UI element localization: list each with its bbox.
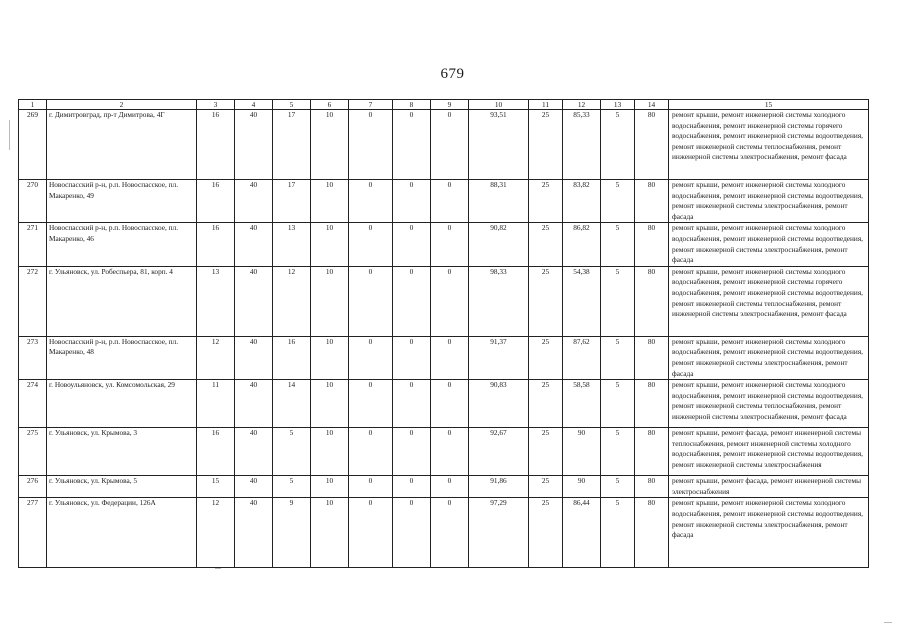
cell-c14: 80 <box>635 223 669 266</box>
table-row <box>19 380 869 428</box>
cell-c5: 16 <box>273 336 311 379</box>
table-row <box>19 266 869 336</box>
cell-c4: 40 <box>235 336 273 379</box>
cell-works: ремонт крыши, ремонт инженерной системы холодного водоснабжения, ремонт инженерной системы водоотведения, ремонт инженерной системы электроснабжения, ремонт фасада <box>669 180 869 223</box>
cell-c13: 5 <box>601 336 635 379</box>
cell-c5: 12 <box>273 266 311 336</box>
cell-c3: 11 <box>197 380 235 428</box>
cell-c7: 0 <box>349 380 393 428</box>
page-number: 679 <box>440 66 465 82</box>
cell-c4: 40 <box>235 476 273 498</box>
cell-c4: 40 <box>235 266 273 336</box>
cell-c6: 10 <box>311 336 349 379</box>
cell-num: 270 <box>19 180 47 223</box>
column-number-5: 5 <box>273 100 311 110</box>
cell-c6: 10 <box>311 223 349 266</box>
cell-c9: 0 <box>431 380 469 428</box>
column-number-3: 3 <box>197 100 235 110</box>
cell-c8: 0 <box>393 380 431 428</box>
table-row <box>19 428 869 476</box>
cell-c12: 54,38 <box>563 266 601 336</box>
cell-c4: 40 <box>235 380 273 428</box>
cell-c9: 0 <box>431 498 469 568</box>
cell-address: г. Ульяновск, ул. Федерации, 126А <box>47 498 197 568</box>
cell-address: г. Новоульяновск, ул. Комсомольская, 29 <box>47 380 197 428</box>
column-number-11: 11 <box>529 100 563 110</box>
cell-c8: 0 <box>393 428 431 476</box>
cell-c3: 13 <box>197 266 235 336</box>
column-number-8: 8 <box>393 100 431 110</box>
cell-c3: 16 <box>197 428 235 476</box>
cell-c4: 40 <box>235 428 273 476</box>
cell-address: г. Ульяновск, ул. Крымова, 3 <box>47 428 197 476</box>
column-number-10: 10 <box>469 100 529 110</box>
cell-c4: 40 <box>235 223 273 266</box>
cell-address: Новоспасский р-н, р.п. Новоспасское, пл. Макаренко, 46 <box>47 223 197 266</box>
cell-c5: 17 <box>273 110 311 180</box>
cell-c7: 0 <box>349 266 393 336</box>
cell-c8: 0 <box>393 223 431 266</box>
cell-c11: 25 <box>529 428 563 476</box>
column-number-6: 6 <box>311 100 349 110</box>
cell-c10: 93,51 <box>469 110 529 180</box>
cell-c10: 88,31 <box>469 180 529 223</box>
cell-c9: 0 <box>431 428 469 476</box>
column-number-13: 13 <box>601 100 635 110</box>
cell-num: 275 <box>19 428 47 476</box>
cell-c12: 85,33 <box>563 110 601 180</box>
cell-c11: 25 <box>529 476 563 498</box>
cell-address: г. Ульяновск, ул. Крымова, 5 <box>47 476 197 498</box>
cell-c10: 90,82 <box>469 223 529 266</box>
table-row <box>19 498 869 568</box>
cell-c11: 25 <box>529 180 563 223</box>
cell-c11: 25 <box>529 498 563 568</box>
cell-c14: 80 <box>635 476 669 498</box>
cell-num: 269 <box>19 110 47 180</box>
cell-c9: 0 <box>431 266 469 336</box>
cell-c9: 0 <box>431 476 469 498</box>
cell-c14: 80 <box>635 336 669 379</box>
cell-c5: 17 <box>273 180 311 223</box>
column-number-4: 4 <box>235 100 273 110</box>
column-number-7: 7 <box>349 100 393 110</box>
cell-c14: 80 <box>635 428 669 476</box>
cell-c6: 10 <box>311 476 349 498</box>
cell-c10: 98,33 <box>469 266 529 336</box>
cell-c13: 5 <box>601 380 635 428</box>
cell-c7: 0 <box>349 223 393 266</box>
cell-works: ремонт крыши, ремонт инженерной системы холодного водоснабжения, ремонт инженерной системы водоотведения, ремонт инженерной системы теплоснабжения, ремонт инженерной системы электроснабжения, ремонт фасада <box>669 380 869 428</box>
cell-c7: 0 <box>349 336 393 379</box>
column-number-1: 1 <box>19 100 47 110</box>
cell-c11: 25 <box>529 110 563 180</box>
cell-num: 276 <box>19 476 47 498</box>
scan-artifact-bottom <box>215 568 221 569</box>
cell-c12: 58,58 <box>563 380 601 428</box>
cell-c6: 10 <box>311 380 349 428</box>
cell-c12: 87,62 <box>563 336 601 379</box>
cell-c5: 9 <box>273 498 311 568</box>
cell-c10: 92,67 <box>469 428 529 476</box>
cell-c10: 91,37 <box>469 336 529 379</box>
cell-c14: 80 <box>635 110 669 180</box>
cell-c4: 40 <box>235 110 273 180</box>
cell-c8: 0 <box>393 498 431 568</box>
cell-address: Новоспасский р-н, р.п. Новоспасское, пл. Макаренко, 49 <box>47 180 197 223</box>
cell-c8: 0 <box>393 266 431 336</box>
cell-c3: 16 <box>197 223 235 266</box>
column-number-2: 2 <box>47 100 197 110</box>
cell-num: 274 <box>19 380 47 428</box>
cell-c13: 5 <box>601 498 635 568</box>
cell-c6: 10 <box>311 266 349 336</box>
cell-c10: 97,29 <box>469 498 529 568</box>
cell-c6: 10 <box>311 180 349 223</box>
cell-c13: 5 <box>601 223 635 266</box>
cell-num: 272 <box>19 266 47 336</box>
cell-c14: 80 <box>635 266 669 336</box>
table-row <box>19 223 869 266</box>
column-number-12: 12 <box>563 100 601 110</box>
cell-c9: 0 <box>431 336 469 379</box>
table-row <box>19 476 869 498</box>
cell-c3: 12 <box>197 498 235 568</box>
cell-c10: 91,86 <box>469 476 529 498</box>
table-body <box>19 100 869 568</box>
cell-c8: 0 <box>393 110 431 180</box>
cell-c7: 0 <box>349 110 393 180</box>
cell-c14: 80 <box>635 180 669 223</box>
cell-c5: 14 <box>273 380 311 428</box>
cell-c12: 86,44 <box>563 498 601 568</box>
cell-c10: 90,83 <box>469 380 529 428</box>
table-row <box>19 336 869 379</box>
cell-c14: 80 <box>635 380 669 428</box>
cell-c8: 0 <box>393 336 431 379</box>
cell-c6: 10 <box>311 110 349 180</box>
cell-c11: 25 <box>529 336 563 379</box>
cell-c6: 10 <box>311 428 349 476</box>
cell-c5: 5 <box>273 476 311 498</box>
cell-c14: 80 <box>635 498 669 568</box>
cell-c11: 25 <box>529 380 563 428</box>
cell-c3: 12 <box>197 336 235 379</box>
cell-c12: 86,82 <box>563 223 601 266</box>
cell-c5: 13 <box>273 223 311 266</box>
cell-c11: 25 <box>529 266 563 336</box>
cell-c7: 0 <box>349 428 393 476</box>
cell-num: 277 <box>19 498 47 568</box>
repair-program-table <box>18 99 869 568</box>
cell-c13: 5 <box>601 476 635 498</box>
cell-c9: 0 <box>431 180 469 223</box>
cell-works: ремонт крыши, ремонт фасада, ремонт инженерной системы теплоснабжения, ремонт инженерной системы холодного водоснабжения, ремонт инженерной системы водоотведения, ремонт инженерной системы электроснабжения <box>669 428 869 476</box>
cell-c12: 90 <box>563 476 601 498</box>
cell-works: ремонт крыши, ремонт инженерной системы холодного водоснабжения, ремонт инженерной системы горячего водоснабжения, ремонт инженерной системы водоотведения, ремонт инженерной системы теплоснабжения, ремонт инженерной системы электроснабжения, ремонт фасада <box>669 110 869 180</box>
cell-c8: 0 <box>393 180 431 223</box>
cell-c13: 5 <box>601 428 635 476</box>
cell-works: ремонт крыши, ремонт инженерной системы холодного водоснабжения, ремонт инженерной системы водоотведения, ремонт инженерной системы электроснабжения, ремонт фасада <box>669 336 869 379</box>
cell-works: ремонт крыши, ремонт инженерной системы холодного водоснабжения, ремонт инженерной системы водоотведения, ремонт инженерной системы электроснабжения, ремонт фасада <box>669 223 869 266</box>
cell-c3: 15 <box>197 476 235 498</box>
cell-address: Новоспасский р-н, р.п. Новоспасское, пл. Макаренко, 48 <box>47 336 197 379</box>
cell-c3: 16 <box>197 110 235 180</box>
cell-c4: 40 <box>235 180 273 223</box>
table-row <box>19 110 869 180</box>
cell-c7: 0 <box>349 180 393 223</box>
cell-c6: 10 <box>311 498 349 568</box>
cell-c9: 0 <box>431 223 469 266</box>
scan-artifact-corner <box>884 622 892 623</box>
cell-c11: 25 <box>529 223 563 266</box>
cell-address: г. Димитровград, пр-т Димитрова, 4Г <box>47 110 197 180</box>
cell-works: ремонт крыши, ремонт фасада, ремонт инженерной системы электроснабжения <box>669 476 869 498</box>
cell-address: г. Ульяновск, ул. Робеспьера, 81, корп. 4 <box>47 266 197 336</box>
cell-works: ремонт крыши, ремонт инженерной системы холодного водоснабжения, ремонт инженерной системы водоотведения, ремонт инженерной системы электроснабжения, ремонт фасада <box>669 498 869 568</box>
cell-c7: 0 <box>349 498 393 568</box>
cell-c8: 0 <box>393 476 431 498</box>
column-number-15: 15 <box>669 100 869 110</box>
cell-c12: 90 <box>563 428 601 476</box>
cell-c7: 0 <box>349 476 393 498</box>
cell-works: ремонт крыши, ремонт инженерной системы холодного водоснабжения, ремонт инженерной системы горячего водоснабжения, ремонт инженерной системы водоотведения, ремонт инженерной системы теплоснабжения, ремонт инженерной системы электроснабжения, ремонт фасада <box>669 266 869 336</box>
cell-c13: 5 <box>601 180 635 223</box>
column-number-14: 14 <box>635 100 669 110</box>
cell-c13: 5 <box>601 110 635 180</box>
cell-num: 273 <box>19 336 47 379</box>
cell-c5: 5 <box>273 428 311 476</box>
cell-c12: 83,82 <box>563 180 601 223</box>
cell-c4: 40 <box>235 498 273 568</box>
table-row <box>19 180 869 223</box>
cell-num: 271 <box>19 223 47 266</box>
column-number-9: 9 <box>431 100 469 110</box>
scan-artifact-left <box>9 120 10 150</box>
cell-c3: 16 <box>197 180 235 223</box>
cell-c13: 5 <box>601 266 635 336</box>
cell-c9: 0 <box>431 110 469 180</box>
column-number-row <box>19 100 869 110</box>
